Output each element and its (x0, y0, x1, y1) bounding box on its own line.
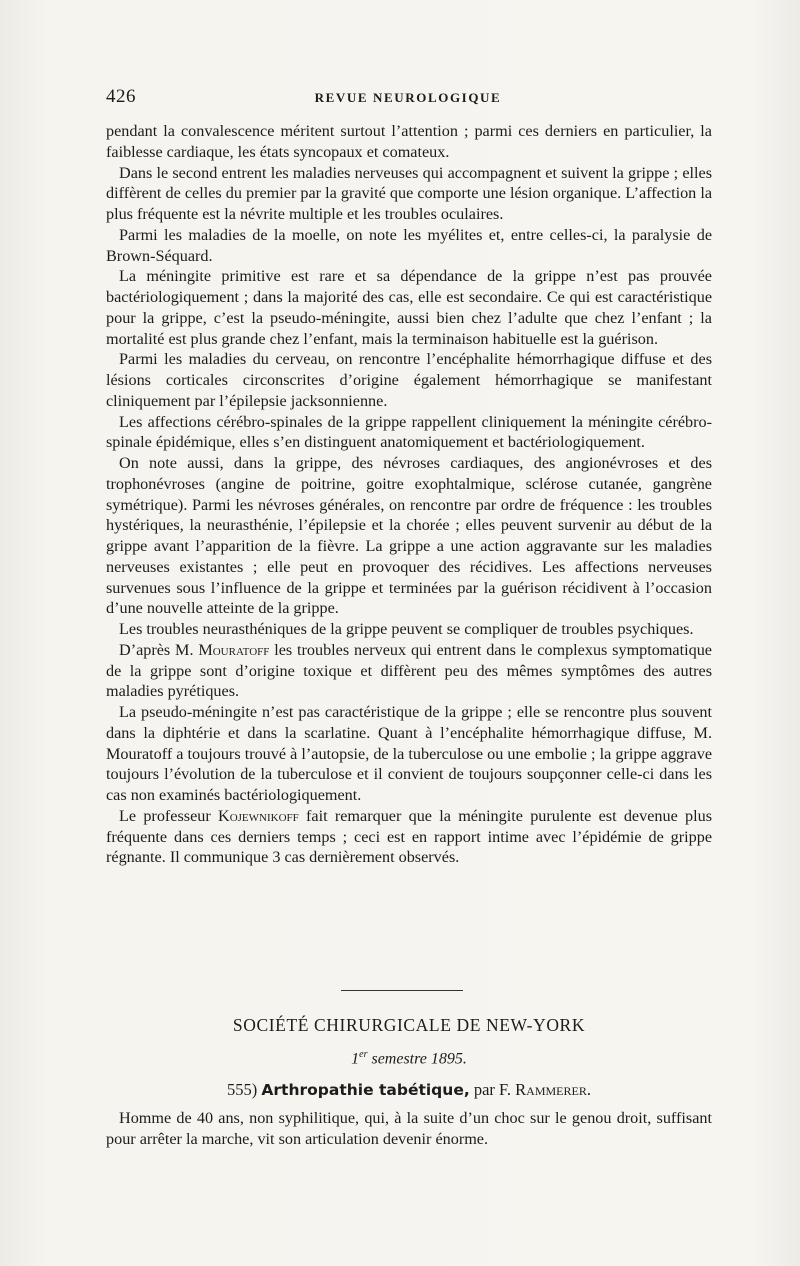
author-name: Kojewnikoff (218, 806, 299, 825)
running-title: REVUE NEUROLOGIQUE (314, 90, 502, 105)
article-by: par F. (473, 1080, 512, 1099)
paragraph-text: les troubles nerveux qui entrent dans le complexus symptomatique de la grippe sont d’origine toxique et diffèrent peu des mêmes symptômes des autres maladies pyrétiques. (106, 640, 712, 701)
paragraph: Dans le second entrent les maladies nerveuses qui accompagnent et suivent la grippe ; elles diffèrent de celles du premier par la gravité que comporte une lésion organique. L’affection la plus fréquente est la névrite multiple et les troubles oculaires. (106, 163, 712, 223)
section-divider (341, 990, 463, 991)
article-title: Arthropathie tabétique, (261, 1081, 470, 1099)
paragraph (106, 640, 712, 702)
article-author: Rammerer. (515, 1080, 591, 1099)
semester-text: semestre 1895. (367, 1050, 467, 1068)
body-text (106, 121, 712, 868)
paragraph-text: Le professeur (119, 806, 219, 825)
paragraph: pendant la convalescence méritent surtout l’attention ; parmi ces derniers en particulier, la faiblesse cardiaque, les états syncopaux et comateux. (106, 122, 712, 161)
society-heading: SOCIÉTÉ CHIRURGICALE DE NEW-YORK (232, 1015, 586, 1035)
semester-number: 1 (351, 1050, 360, 1068)
article-number: 555) (227, 1080, 258, 1099)
paragraph: Les affections cérébro-spinales de la grippe rappellent cliniquement la méningite cérébro-spinale épidémique, elles s’en distinguent anatomiquement et bactériologiquement. (106, 412, 712, 452)
paragraph-text: fait remarquer que la méningite purulente est devenue plus fréquente dans ces derniers temps ; ceci est en rapport intime avec l’épidémie de grippe régnante. Il communique 3 cas dernièrement observés. (106, 806, 712, 867)
paragraph: Parmi les maladies de la moelle, on note les myélites et, entre celles-ci, la paralysie de Brown-Séquard. (106, 225, 712, 265)
paragraph: La méningite primitive est rare et sa dépendance de la grippe n’est pas prouvée bactériologiquement ; dans la majorité des cas, elle est secondaire. Ce qui est caractéristique pour la grippe, c’est la pseudo-méningite, aussi bien chez l’adulte que chez l’enfant ; la mortalité est plus grande chez l’enfant, mais la terminaison habituelle est la guérison. (106, 267, 712, 348)
paragraph: La pseudo-méningite n’est pas caractéristique de la grippe ; elle se rencontre plus souvent dans la diphtérie et dans la scarlatine. Quant à l’encéphalite hémorrhagique diffuse, M. Mouratoff a toujours trouvé à l’autopsie, de la tuberculose ou une embolie ; la grippe aggrave toujours l’évolution de la tuberculose et il convient de toujours soupçonner celle-ci dans les cas non examinés bactériologiquement. (106, 703, 712, 804)
article-heading (106, 1080, 712, 1100)
article-body (106, 1108, 712, 1150)
paragraph: Parmi les maladies du cerveau, on rencontre l’encéphalite hémorrhagique diffuse et des lésions corticales circonscrites d’origine également hémorrhagique se manifestant cliniquement par l’épilepsie jacksonnienne. (106, 350, 712, 410)
page-number: 426 (106, 86, 136, 107)
paragraph: On note aussi, dans la grippe, des névroses cardiaques, des angionévroses et des trophonévroses (angine de poitrine, goitre exophtalmique, sclérose cutanée, gangrène symétrique). Parmi les névroses générales, on rencontre par ordre de fréquence : les troubles hystériques, la neurasthénie, l’épilepsie et la chorée ; elles peuvent survenir au début de la grippe avant l’apparition de la fièvre. La grippe a une action aggravante sur les maladies nerveuses existantes ; elle peut en provoquer des récidives. Les affections nerveuses survenues sous l’influence de la grippe et terminées par la guérison récidivent à l’occasion d’une nouvelle atteinte de la grippe. (106, 454, 712, 618)
paragraph (106, 806, 712, 868)
paragraph: Homme de 40 ans, non syphilitique, qui, à la suite d’un choc sur le genou droit, suffisant pour arrêter la marche, vit son articulation devenir énorme. (106, 1109, 712, 1148)
author-name: Mouratoff (198, 640, 270, 659)
semester-ordinal: er (359, 1049, 368, 1060)
semester-heading (106, 1049, 712, 1068)
paragraph: Les troubles neurasthéniques de la grippe peuvent se compliquer de troubles psychiques. (119, 620, 694, 638)
paragraph-text: D’après M. (119, 640, 199, 659)
page-header (106, 86, 710, 110)
